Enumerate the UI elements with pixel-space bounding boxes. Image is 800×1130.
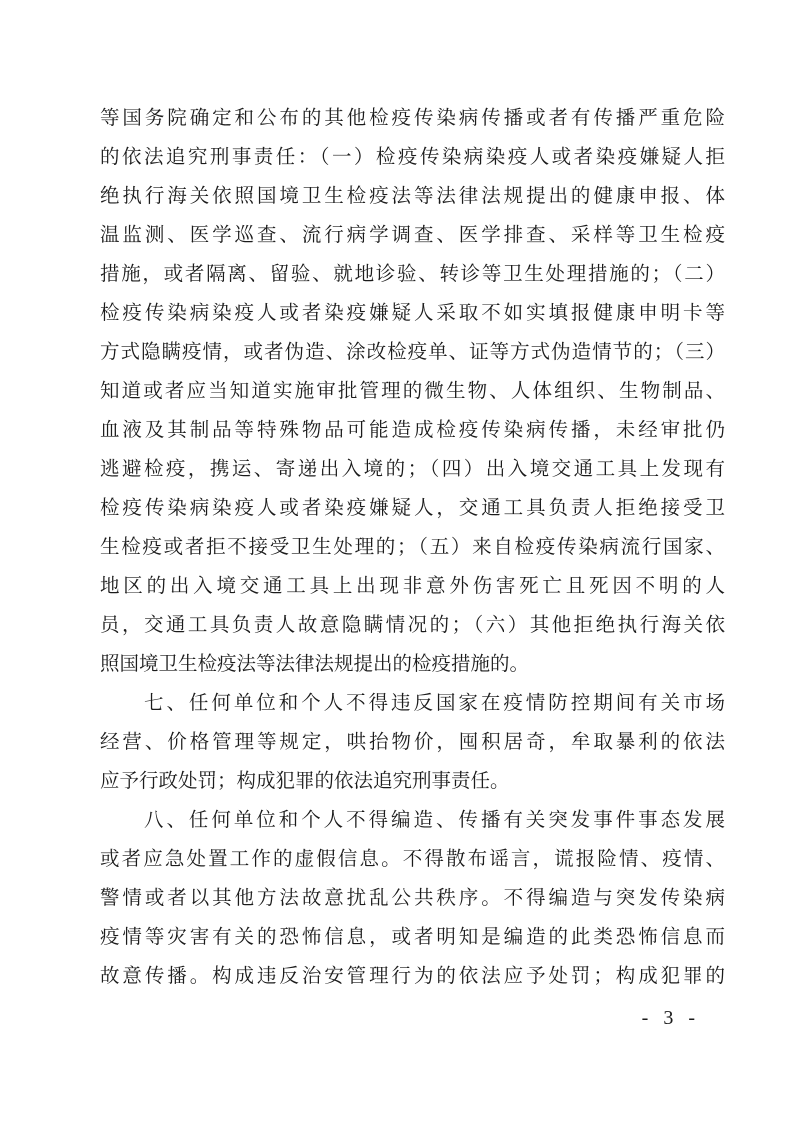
text-line: 方式隐瞒疫情，或者伪造、涂改检疫单、证等方式伪造情节的；（三） bbox=[100, 342, 725, 363]
text-line: 绝执行海关依照国境卫生检疫法等法律法规提出的健康申报、体 bbox=[100, 186, 725, 207]
text-line-paragraph-start: 七、任何单位和个人不得违反国家在疫情防控期间有关市场 bbox=[144, 693, 725, 714]
text-line: 温监测、医学巡查、流行病学调查、医学排查、采样等卫生检疫 bbox=[100, 225, 725, 246]
text-line: 生检疫或者拒不接受卫生处理的；（五）来自检疫传染病流行国家、 bbox=[100, 537, 725, 558]
text-line: 等国务院确定和公布的其他检疫传染病传播或者有传播严重危险 bbox=[100, 108, 725, 129]
text-line: 血液及其制品等特殊物品可能造成检疫传染病传播，未经审批仍 bbox=[100, 420, 725, 441]
text-line: 逃避检疫，携运、寄递出入境的；（四）出入境交通工具上发现有 bbox=[100, 459, 725, 480]
document-text-block bbox=[100, 99, 725, 996]
text-line: 检疫传染病染疫人或者染疫嫌疑人，交通工具负责人拒绝接受卫 bbox=[100, 498, 725, 519]
text-line-paragraph-end: 应予行政处罚；构成犯罪的依法追究刑事责任。 bbox=[100, 771, 510, 792]
text-line-paragraph-end: 照国境卫生检疫法等法律法规提出的检疫措施的。 bbox=[100, 654, 530, 675]
text-line: 或者应急处置工作的虚假信息。不得散布谣言，谎报险情、疫情、 bbox=[100, 849, 725, 870]
text-line: 的依法追究刑事责任：（一）检疫传染病染疫人或者染疫嫌疑人拒 bbox=[100, 147, 725, 168]
text-line: 检疫传染病染疫人或者染疫嫌疑人采取不如实填报健康申明卡等 bbox=[100, 303, 725, 324]
page-number: - 3 - bbox=[641, 1007, 700, 1029]
text-line: 故意传播。构成违反治安管理行为的依法应予处罚；构成犯罪的 bbox=[100, 966, 725, 987]
text-line: 员，交通工具负责人故意隐瞒情况的；（六）其他拒绝执行海关依 bbox=[100, 615, 725, 636]
text-line: 措施，或者隔离、留验、就地诊验、转诊等卫生处理措施的；（二） bbox=[100, 264, 725, 285]
text-line: 疫情等灾害有关的恐怖信息，或者明知是编造的此类恐怖信息而 bbox=[100, 927, 725, 948]
text-line-paragraph-start: 八、任何单位和个人不得编造、传播有关突发事件事态发展 bbox=[144, 810, 725, 831]
text-line: 知道或者应当知道实施审批管理的微生物、人体组织、生物制品、 bbox=[100, 381, 725, 402]
text-line: 警情或者以其他方法故意扰乱公共秩序。不得编造与突发传染病 bbox=[100, 888, 725, 909]
text-line: 地区的出入境交通工具上出现非意外伤害死亡且死因不明的人 bbox=[100, 576, 725, 597]
text-line: 经营、价格管理等规定，哄抬物价，囤积居奇，牟取暴利的依法 bbox=[100, 732, 725, 753]
